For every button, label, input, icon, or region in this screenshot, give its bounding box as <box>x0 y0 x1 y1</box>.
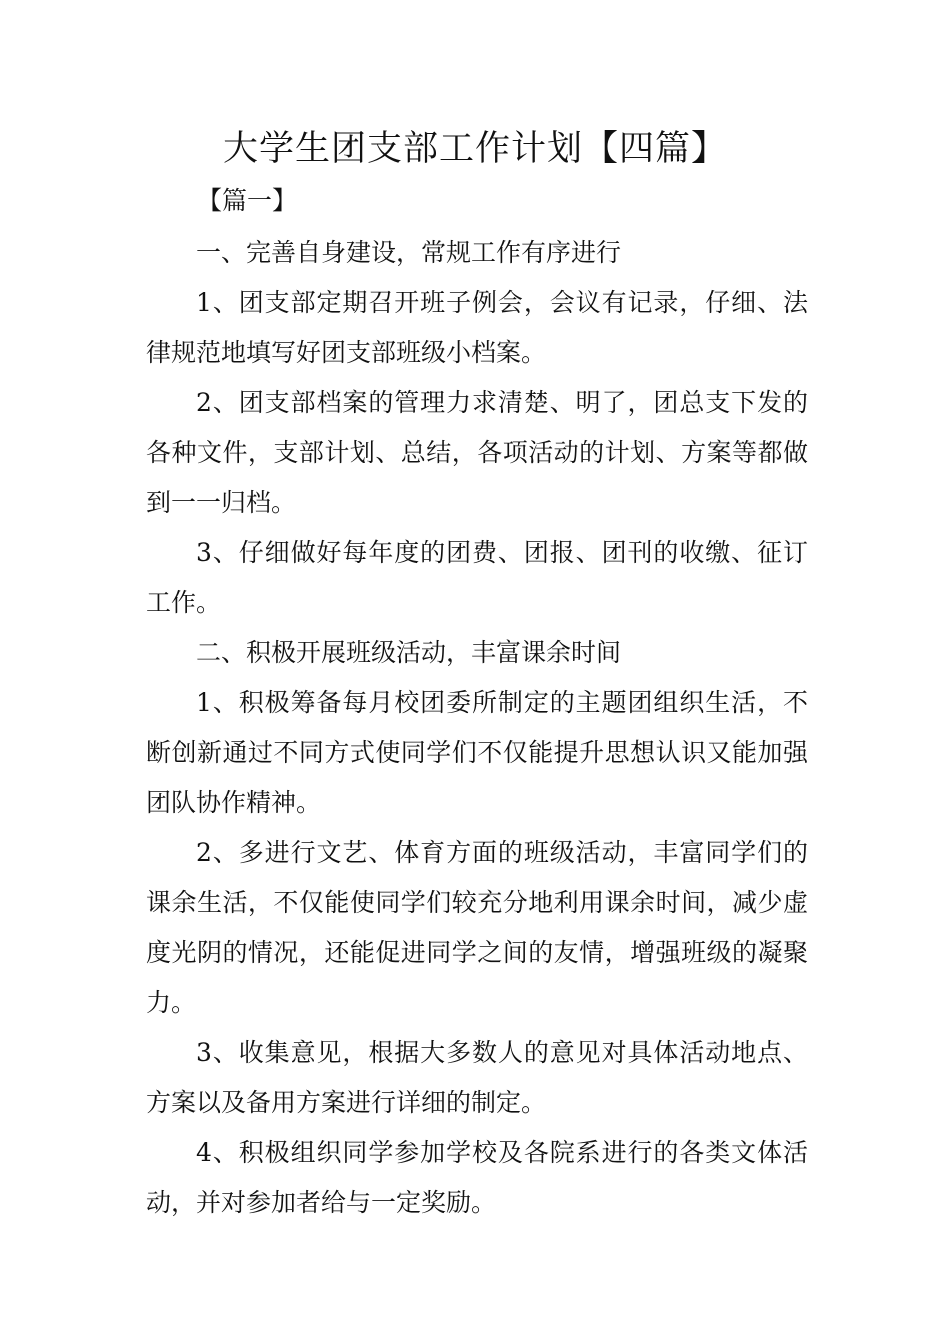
body-paragraph: 1、积极筹备每月校团委所制定的主题团组织生活，不断创新通过不同方式使同学们不仅能提升思想认识又能加强团队协作精神。 <box>146 688 808 817</box>
document-body <box>146 228 808 1228</box>
document-title: 大学生团支部工作计划【四篇】 <box>222 129 727 169</box>
section-label: 【篇一】 <box>197 186 298 215</box>
body-paragraph: 3、仔细做好每年度的团费、团报、团刊的收缴、征订工作。 <box>146 538 808 617</box>
heading-paragraph: 一、完善自身建设，常规工作有序进行 <box>196 238 622 267</box>
heading-paragraph: 二、积极开展班级活动，丰富课余时间 <box>196 638 622 667</box>
body-paragraph: 4、积极组织同学参加学校及各院系进行的各类文体活动，并对参加者给与一定奖励。 <box>146 1138 808 1217</box>
body-paragraph: 2、团支部档案的管理力求清楚、明了，团总支下发的各种文件，支部计划、总结，各项活动的计划、方案等都做到一一归档。 <box>146 388 808 517</box>
body-paragraph: 2、多进行文艺、体育方面的班级活动，丰富同学们的课余生活，不仅能使同学们较充分地利用课余时间，减少虚度光阴的情况，还能促进同学之间的友情，增强班级的凝聚力。 <box>146 838 808 1017</box>
body-paragraph: 3、收集意见，根据大多数人的意见对具体活动地点、方案以及备用方案进行详细的制定。 <box>146 1038 808 1117</box>
body-paragraph: 1、团支部定期召开班子例会，会议有记录，仔细、法律规范地填写好团支部班级小档案。 <box>146 288 808 367</box>
